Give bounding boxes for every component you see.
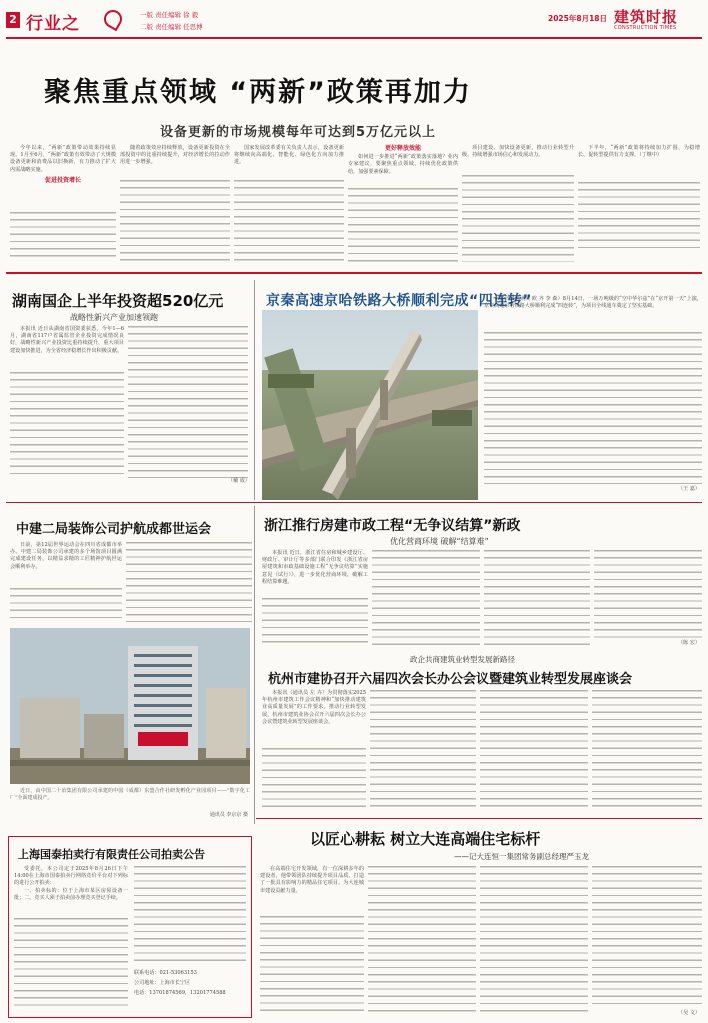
shanghai-column-2 <box>134 866 246 966</box>
highway-bridge-photo <box>262 310 478 500</box>
lead-column-5-rest <box>462 175 574 262</box>
lead-bottom-rule <box>6 272 702 274</box>
zhongjian-body-text: 日前，第12届世界运动会在四川省成都市举办。中建二局装饰公司承建的多个场馆项目圆满完成建设任务，以精益求精的工匠精神护航世运会顺利举办。 <box>10 542 122 570</box>
hangzhou-kicker: 政企共商建筑业转型发展新路径 <box>410 655 515 664</box>
shanghai-items-text: 一、拍卖标的：位于上海市某区房屋设备一批；二、竞买人须于拍卖前办理竞买登记手续。 <box>14 887 128 901</box>
craftsman-body-text: 在高端住宅开发领域，有一位深耕多年的建设者，他带领团队持续提升项目品质，打造了一批具有影响力的精品住宅项目，为大连城市建设贡献力量。 <box>260 866 364 894</box>
zhongjian-caption <box>10 788 250 802</box>
zhejiang-column-3 <box>484 550 590 646</box>
hunan-end: （戴 成） <box>228 478 250 484</box>
section-name: 行业之 <box>26 14 80 34</box>
shanghai-headline: 上海国泰拍卖行有限责任公司拍卖公告 <box>18 848 205 861</box>
lower-rule <box>256 818 702 819</box>
shanghai-phone: 电话：13701874569，13201774588 <box>134 990 226 996</box>
zhongjian-column-2 <box>126 542 252 622</box>
craftsman-column-4 <box>592 866 702 1008</box>
lead-subhead: 设备更新的市场规模每年可达到5万亿元以上 <box>160 125 437 140</box>
shanghai-body-rest <box>14 918 128 1010</box>
craftsman-body-rest <box>260 916 364 1016</box>
shanghai-contact: 联系电话：021-53063153 <box>134 970 197 976</box>
zhejiang-body-rest <box>262 598 368 646</box>
masthead-rule <box>6 37 702 39</box>
issue-date: 2025年8月18日 <box>548 14 608 23</box>
zhongjian-photo-credit: 通讯员 李京京 摄 <box>209 812 248 818</box>
zhejiang-body <box>262 550 368 586</box>
craftsman-column-3 <box>480 866 588 1016</box>
lead-headline: 聚焦重点领域 “两新”政策再加力 <box>44 77 472 108</box>
lead-col4-text: 如何进一步推进“两新”政策落实落地？业内专家建议，要聚焦重点领域，持续优化政策供给，加强要素保障。 <box>348 154 458 175</box>
beijing-body-text: 本报讯（通讯员 欧 齐 李 森）8月14日，一场万吨级的“空中华尔兹”在“京开第一天”上演，京秦高速京哈铁路大桥顺利完成“四连转”，为项目全线通车奠定了坚实基础。 <box>484 296 702 310</box>
lead-col1-text: 今年以来，“两新”政策带动效果持续显现。1月至6月，“两新”政策有效带动了大规模设备更新和消费品以旧换新，有力推动了扩大内需战略实施。 <box>10 145 116 173</box>
hangzhou-column-3 <box>480 690 588 808</box>
lead-column-3-rest <box>234 180 344 262</box>
masthead <box>0 0 708 42</box>
shanghai-address: 公司地址：上海市长宁区 <box>134 980 191 986</box>
hunan-body <box>10 326 124 355</box>
hunan-divider <box>254 280 255 500</box>
beijing-end: （王 嘉） <box>678 486 700 492</box>
editor-line-1: 一版 责任编辑 徐 毅 <box>140 11 199 19</box>
lead-column-4-rest <box>348 188 458 262</box>
shanghai-body-text: 受委托，本公司定于2025年8月26日下午14:00在上海市国泰拍卖行网络竞价平台对下列标的进行公开拍卖： <box>14 866 128 887</box>
page-number: 2 <box>6 12 20 28</box>
craftsman-subhead: ——记大连恒一集团常务副总经理严玉龙 <box>454 852 589 861</box>
hangzhou-column-4 <box>592 690 702 808</box>
beijing-body-rest <box>484 332 702 484</box>
zhejiang-column-4 <box>594 550 702 640</box>
brand-logo: 建筑时报 <box>614 8 679 26</box>
hunan-body-rest <box>10 372 124 478</box>
zhejiang-subhead: 优化营商环境 破解“结算难” <box>390 537 489 546</box>
brand-english: CONSTRUCTION TIMES <box>614 25 677 31</box>
zhejiang-headline: 浙江推行房建市政工程“无争议结算”新政 <box>264 518 521 534</box>
beijing-headline: 京秦高速京哈铁路大桥顺利完成“四连转” <box>266 293 532 309</box>
hangzhou-body-text: 本报讯（通讯员 左 卉）为贯彻落实2025年杭州市建筑工作会议精神和“加快推动建筑业高质量发展”的工作要求，推动行业转型发展，杭州市建筑业协会召开六届四次会长办公会议暨建筑业转型发展座谈会。 <box>262 690 366 725</box>
shanghai-body <box>14 866 128 902</box>
zhongjian-divider <box>254 506 255 824</box>
bridge-illustration <box>262 310 478 500</box>
craftsman-body <box>260 866 364 895</box>
lead-column-1-rest <box>10 212 116 262</box>
lead-column-2 <box>120 145 230 167</box>
zhejiang-end: （陈 宏） <box>678 640 700 646</box>
craftsman-column-2 <box>368 866 476 1016</box>
lead-col4-heading: 更好释放效能 <box>384 145 421 152</box>
craftsman-headline: 以匠心耕耘 树立大连高端住宅标杆 <box>310 830 541 848</box>
zhejiang-column-2 <box>372 550 480 646</box>
lead-col1-heading: 促进投资增长 <box>44 176 81 184</box>
zhongjian-caption-text: 近日，由中国二十冶集团有限公司承建的中国（成都）东盟合作社研发孵化产业园项目——“数字化工厂”全面建成投产。 <box>10 788 250 802</box>
craftsman-end: （吴 文） <box>678 1010 700 1016</box>
editor-line-2: 二版 责任编辑 任思博 <box>140 23 203 31</box>
zhongjian-headline: 中建二局装饰公司护航成都世运会 <box>16 522 212 537</box>
zhejiang-body-text: 本报讯 近日，浙江省住房和城乡建设厅、财政厅、审计厅等多部门联合印发《浙江省房屋建筑和市政基础设施工程“无争议结算”实施意见（试行）》，进一步优化营商环境，破解工程结算难题。 <box>262 550 368 585</box>
section-swoosh <box>101 7 126 32</box>
lead-col2-text: 随着政策效应持续释放，设备更新投资在全部投资中的比重持续提升，对经济增长的拉动作用进一步增强。 <box>120 145 230 166</box>
factory-illustration <box>10 628 250 784</box>
mid-rule <box>6 502 702 503</box>
factory-photo <box>10 628 250 784</box>
hunan-headline: 湖南国企上半年投资超520亿元 <box>12 292 224 310</box>
hangzhou-body <box>262 690 366 726</box>
hangzhou-column-2 <box>370 690 476 808</box>
lead-column-4 <box>348 145 458 176</box>
lead-column-2-rest <box>120 180 230 262</box>
lead-column-6-rest <box>578 182 700 254</box>
zhongjian-body-rest <box>10 588 122 622</box>
lead-col6-text: 下半年，“两新”政策将持续加力扩围，为稳增长、促转型提供有力支撑。（丁继中） <box>578 145 700 159</box>
lead-column-6 <box>578 145 700 159</box>
lead-col5-text: 项目建设、加快设备更新，推动行业转型升级，持续增强市场信心和发展动力。 <box>462 145 574 159</box>
zhongjian-body <box>10 542 122 571</box>
hangzhou-headline: 杭州市建协召开六届四次会长办公会议暨建筑业转型发展座谈会 <box>268 672 633 687</box>
lead-col3-text: 国家发展改革委有关负责人表示，设备更新将继续向高端化、智能化、绿色化方向加力推进。 <box>234 145 344 166</box>
hunan-subhead: 战略性新兴产业加速领跑 <box>70 313 158 322</box>
lead-column-5 <box>462 145 574 159</box>
hunan-column-2 <box>128 326 248 478</box>
lead-column-3 <box>234 145 344 167</box>
hangzhou-body-rest <box>262 748 366 808</box>
beijing-body <box>484 296 702 310</box>
hunan-body-text: 本报讯 近日从湖南省国资委获悉，今年1—6月，湖南省117户省属监管企业投资完成情况良好，战略性新兴产业投资比重持续提升，重大项目建设加快推进，为全省经济稳增长作出积极贡献。 <box>10 326 124 354</box>
